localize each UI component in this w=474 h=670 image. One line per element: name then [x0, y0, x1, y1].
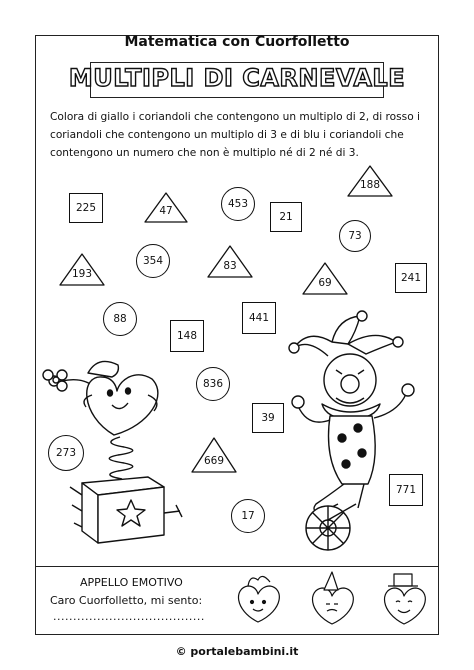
instructions-text: Colora di giallo i coriandoli che contengono un multiplo di 2, di rosso i coriandoli che contengono un multiplo di 3 e di blu i coriandoli che contengono un numero che non è multiplo né di 2 né di 3.: [50, 111, 420, 159]
confetti-square: 441: [242, 302, 276, 334]
heart-jack-in-the-box-illustration: [40, 355, 190, 545]
confetti-circle: 73: [339, 220, 371, 252]
worksheet-title: MULTIPLI DI CARNEVALE: [68, 64, 406, 92]
party-hat-heart-icon: [313, 572, 354, 624]
confetti-triangle-label: 47: [159, 205, 173, 217]
confetti-triangle-label: 193: [71, 268, 93, 280]
confetti-triangle-label: 83: [223, 260, 237, 272]
emotion-hearts: [228, 570, 438, 628]
confetti-triangle-label: 69: [318, 277, 332, 289]
clown-on-unicycle-illustration: [288, 308, 428, 558]
confetti-square: 771: [389, 474, 423, 506]
confetti-square: 241: [395, 263, 427, 293]
top-hat-heart-icon: [385, 574, 426, 624]
confetti-triangle-label: 669: [203, 455, 225, 467]
worksheet-subtitle: Matematica con Cuorfolletto: [124, 34, 350, 50]
confetti-circle: 453: [221, 187, 255, 221]
confetti-circle: 17: [231, 499, 265, 533]
appello-title: APPELLO EMOTIVO: [80, 576, 183, 589]
confetti-circle: 354: [136, 244, 170, 278]
confetti-circle: 88: [103, 302, 137, 336]
confetti-square: 39: [252, 403, 284, 433]
section-divider: [35, 566, 439, 567]
confetti-triangle-label: 188: [359, 179, 381, 191]
confetti-square: 148: [170, 320, 204, 352]
footer-credit: © portalebambini.it: [175, 645, 299, 658]
appello-prompt: Caro Cuorfolletto, mi sento:: [50, 594, 203, 607]
appello-answer-line[interactable]: ......................................: [53, 610, 205, 623]
confetti-square: 225: [69, 193, 103, 223]
confetti-circle: 836: [196, 367, 230, 401]
jester-heart-icon: [239, 576, 280, 622]
confetti-square: 21: [270, 202, 302, 232]
confetti-circle: 273: [48, 435, 84, 471]
